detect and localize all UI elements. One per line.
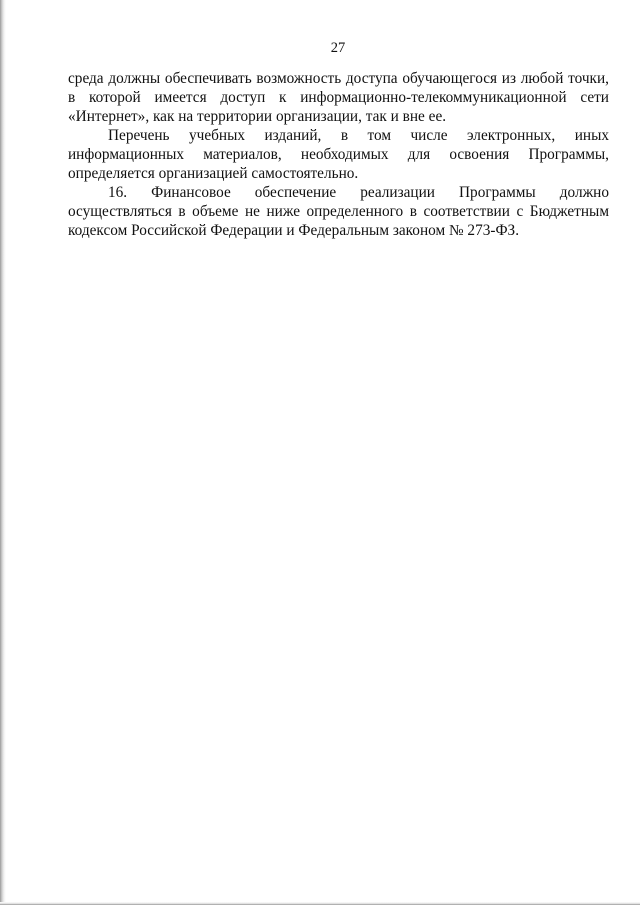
page-number: 27 (330, 40, 346, 56)
document-body (68, 69, 609, 240)
paragraph-financial-provision: 16. Финансовое обеспечение реализации Программы должно осуществляться в объеме не ниже определенного в соответствии с Бюджетным кодексом Российской Федерации и Федеральным законом № 273-ФЗ. (68, 184, 609, 239)
paragraph-educational-publications: Перечень учебных изданий, в том числе электронных, иных информационных материалов, необходимых для освоения Программы, определяется организацией самостоятельно. (68, 127, 609, 182)
scan-left-edge (0, 0, 6, 905)
paragraph-access-environment: среда должны обеспечивать возможность доступа обучающегося из любой точки, в которой имеется доступ к информационно-телекоммуникационной сети «Интернет», как на территории организации, так и вне ее. (68, 70, 609, 125)
